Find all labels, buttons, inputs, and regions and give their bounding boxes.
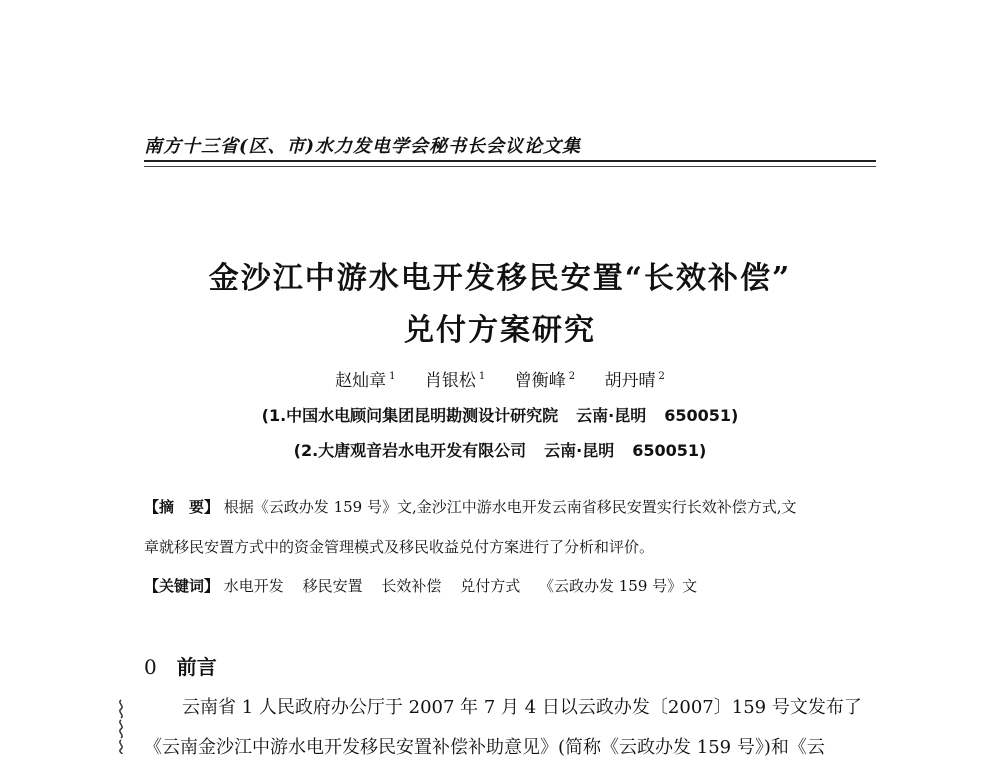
author-name: 曾衡峰 xyxy=(514,371,566,391)
author xyxy=(515,371,575,391)
section-heading xyxy=(144,651,217,680)
author xyxy=(335,371,395,391)
author xyxy=(425,371,485,391)
keyword: 水电开发 xyxy=(223,577,284,595)
affiliation-postcode: 650051) xyxy=(632,441,707,460)
author-affiliation-mark: 2 xyxy=(568,371,576,383)
affiliation-org: (2.大唐观音岩水电开发有限公司 xyxy=(293,441,527,460)
affiliation-place: 云南·昆明 xyxy=(544,441,615,460)
header-rule-thick xyxy=(144,160,876,162)
keywords-label: 【关键词】 xyxy=(144,577,220,595)
author-list xyxy=(0,366,1000,391)
author-name: 肖银松 xyxy=(424,371,476,391)
keywords xyxy=(144,575,884,596)
affiliation-postcode: 650051) xyxy=(664,406,739,425)
author xyxy=(604,371,664,391)
section-number: 0 xyxy=(144,655,157,679)
abstract-line-2: 章就移民安置方式中的资金管理模式及移民收益兑付方案进行了分析和评价。 xyxy=(144,538,655,556)
body-line-1: 云南省 1 人民政府办公厅于 2007 年 7 月 4 日以云政办发〔2007〕159 号文发布了 xyxy=(182,697,862,718)
article-title-line-2: 兑付方案研究 xyxy=(404,313,596,348)
abstract-text: 根据《云政办发 159 号》文,金沙江中游水电开发云南省移民安置实行长效补偿方式,文 xyxy=(223,498,797,516)
author-affiliation-mark: 1 xyxy=(389,371,396,383)
abstract-label: 【摘 要】 xyxy=(144,498,220,516)
running-head: 南方十三省(区、市)水力发电学会秘书长会议论文集 xyxy=(144,136,582,157)
affiliation-org: (1.中国水电顾问集团昆明勘测设计研究院 xyxy=(261,406,559,425)
section-title: 前言 xyxy=(176,655,217,679)
author-name: 赵灿章 xyxy=(335,371,387,391)
author-name: 胡丹晴 xyxy=(604,371,656,391)
affiliation-2 xyxy=(0,438,1000,461)
article-title-line-1: 金沙江中游水电开发移民安置“长效补偿” xyxy=(208,261,792,296)
affiliation-1 xyxy=(0,403,1000,426)
body-line-2: 《云南金沙江中游水电开发移民安置补偿补助意见》(简称《云政办发 159 号》)和《云 xyxy=(144,737,825,758)
binding-mark-icon xyxy=(116,698,126,754)
keyword: 长效补偿 xyxy=(381,577,442,595)
abstract-line-1 xyxy=(144,496,884,517)
keyword: 兑付方式 xyxy=(460,577,521,595)
author-affiliation-mark: 2 xyxy=(658,371,665,383)
header-rule-thin xyxy=(144,166,876,167)
keyword: 《云政办发 159 号》文 xyxy=(538,577,698,595)
author-affiliation-mark: 1 xyxy=(478,371,486,383)
keyword: 移民安置 xyxy=(302,577,363,595)
affiliation-place: 云南·昆明 xyxy=(576,406,647,425)
